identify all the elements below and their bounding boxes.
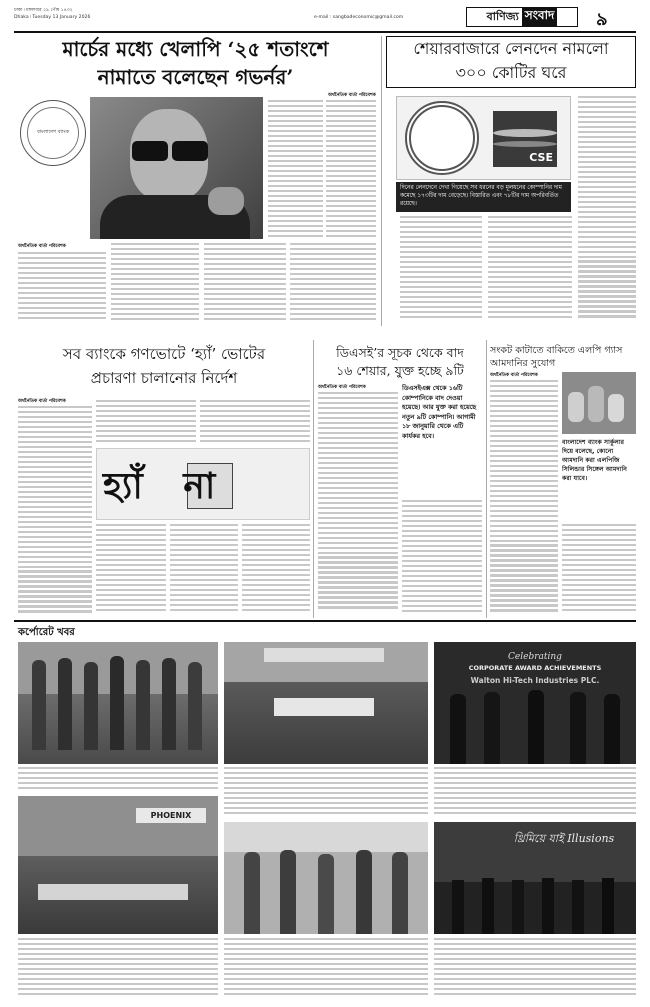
corporate-caption-3: [434, 767, 636, 819]
lead-column-1: [18, 252, 106, 324]
cse-circular-seal: [405, 101, 479, 175]
paper-logo: [466, 7, 578, 27]
corporate-photo-5: [224, 822, 428, 934]
share-lead-box: [396, 182, 571, 212]
ballot-text: হ্যাঁ না: [103, 465, 230, 507]
bank-headline-line2: প্রচারণা চালানোর নির্দেশ: [90, 369, 238, 387]
corporate-caption-2: [224, 767, 428, 819]
masthead-rule: [14, 31, 636, 33]
corporate-photo-6: [434, 822, 636, 934]
governor-photo: [90, 97, 263, 239]
lead-byline: অর্থনৈতিক বার্তা পরিবেশক: [18, 244, 66, 249]
lead-column-right: [268, 100, 323, 242]
share-byline: অর্থনৈতিক বার্তা পরিবেশক: [328, 93, 376, 98]
corporate-caption-6: [434, 938, 636, 998]
lpg-pullquote: বাংলাদেশ ব্যাংক সার্কুলার দিয়ে বলেছে, কোনো আমদানি করা এলপিজি সিলিন্ডার সিঙ্গেল আমদানি করা যাবে।: [562, 439, 627, 482]
lead-column-far-right: [326, 100, 376, 242]
dse-pullquote: ডিএসইএক্স থেকে ১৬টি কোম্পানিকে বাদ দেওয়া হয়েছে। আর যুক্ত করা হয়েছে নতুন ৯টি কোম্পানি। আগামী ১৮ জানুয়ারি থেকে এটি কার্যকর হবে।: [402, 384, 477, 440]
dse-byline: অর্থনৈতিক বার্তা পরিবেশক: [318, 385, 366, 390]
logo-part2: সংবাদ: [522, 7, 558, 27]
bank-column-3: [200, 400, 310, 444]
lpg-column-1: [490, 380, 558, 616]
dse-column-1: [318, 392, 398, 616]
cse-wave-panel: [493, 111, 557, 167]
corporate-caption-5: [224, 938, 428, 998]
cse-logo-text: CSE: [529, 151, 553, 164]
date-en: Dhaka ৷ Tuesday 13 January 2026: [14, 15, 91, 20]
date-bn: ঢাকা ৷ মঙ্গলবার ২৯ পৌষ ১৪৩২: [14, 8, 73, 13]
share-headline-line1: শেয়ারবাজারে লেনদেন নামলো: [413, 39, 609, 58]
corporate-photo-4: [18, 796, 218, 934]
phoenix-text: PHOENIX: [136, 808, 206, 823]
logo-part1: বাণিজ্য: [486, 9, 519, 23]
column-divider-2: [313, 340, 314, 618]
bank-column-4: [96, 524, 166, 616]
bank-headline-line1: সব ব্যাংকে গণভোটে ‘হ্যাঁ’ ভোটের: [62, 345, 266, 363]
portrait-glasses: [132, 141, 208, 161]
cse-logo-block: [396, 96, 571, 180]
email: e-mail : sangbadeconomic@gmail.com: [314, 15, 404, 20]
bank-column-2: [96, 400, 196, 444]
lead-column-3: [204, 243, 286, 324]
lpg-byline: অর্থনৈতিক বার্তা পরিবেশক: [490, 373, 538, 378]
share-column-1: [328, 100, 378, 105]
seal-text: বাংলাদেশ ব্যাংক: [36, 129, 70, 135]
lead-headline-line1: মার্চের মধ্যে খেলাপি ‘২৫ শতাংশে: [62, 37, 329, 61]
bangladesh-bank-seal: [20, 100, 86, 166]
page-number: ৯: [596, 9, 608, 30]
portrait-hand: [208, 187, 244, 215]
corporate-photo-1: [18, 642, 218, 764]
ballot-illustration: [96, 448, 310, 520]
lead-column-4: [290, 243, 376, 324]
corporate-caption-1: [18, 767, 218, 793]
share-column-3: [488, 216, 572, 324]
dse-column-2: [402, 500, 482, 616]
lpg-headline: সংকট কাটাতে বাকিতে এলপি গ্যাস আমদানির সুযোগ: [490, 345, 623, 369]
lead-column-2: [111, 243, 199, 324]
share-column-4: [578, 96, 636, 324]
corporate-photo-3: [434, 642, 636, 764]
bank-column-5: [170, 524, 238, 616]
lpg-cylinders-photo: [562, 372, 636, 434]
banner-text2: CORPORATE AWARD ACHIEVEMENTS: [468, 664, 602, 672]
corporate-photo-2: [224, 642, 428, 764]
dse-headline-line1: ডিএসই’র সূচক থেকে বাদ: [336, 345, 464, 360]
share-lead-text: দিনের লেনদেনে দেখা গিয়েছে সব ধরনের বড় মূলধনের কোম্পানির দাম কমেছে ১৭৩টির দাম বেড়েছে। বিস্তারিত এবং ৭৮টির দাম অপরিবর্তিত রয়েছে।: [400, 185, 562, 207]
column-divider: [381, 36, 382, 326]
dse-headline-line2: ১৬ শেয়ার, যুক্ত হচ্ছে ৯টি: [336, 363, 464, 378]
bank-column-6: [242, 524, 310, 616]
illusions-text: থ্রিমিয়ে যাই Illusions: [513, 832, 615, 845]
banner-text1: Celebrating: [508, 652, 562, 662]
corporate-section-title: কর্পোরেট খবর: [18, 627, 75, 638]
banner-text3: Walton Hi-Tech Industries PLC.: [470, 676, 600, 685]
corporate-rule: [14, 620, 636, 622]
bank-column-1: [18, 406, 92, 616]
lead-headline-line2: নামাতে বলেছেন গভর্নর’: [97, 65, 294, 89]
share-column-2: [400, 216, 482, 324]
column-divider-3: [486, 340, 487, 618]
lpg-column-2: [562, 524, 636, 616]
share-headline-line2: ৩০০ কোটির ঘরে: [455, 63, 567, 82]
bank-byline: অর্থনৈতিক বার্তা পরিবেশক: [18, 399, 66, 404]
corporate-caption-4: [18, 938, 218, 998]
masthead: [14, 7, 636, 31]
